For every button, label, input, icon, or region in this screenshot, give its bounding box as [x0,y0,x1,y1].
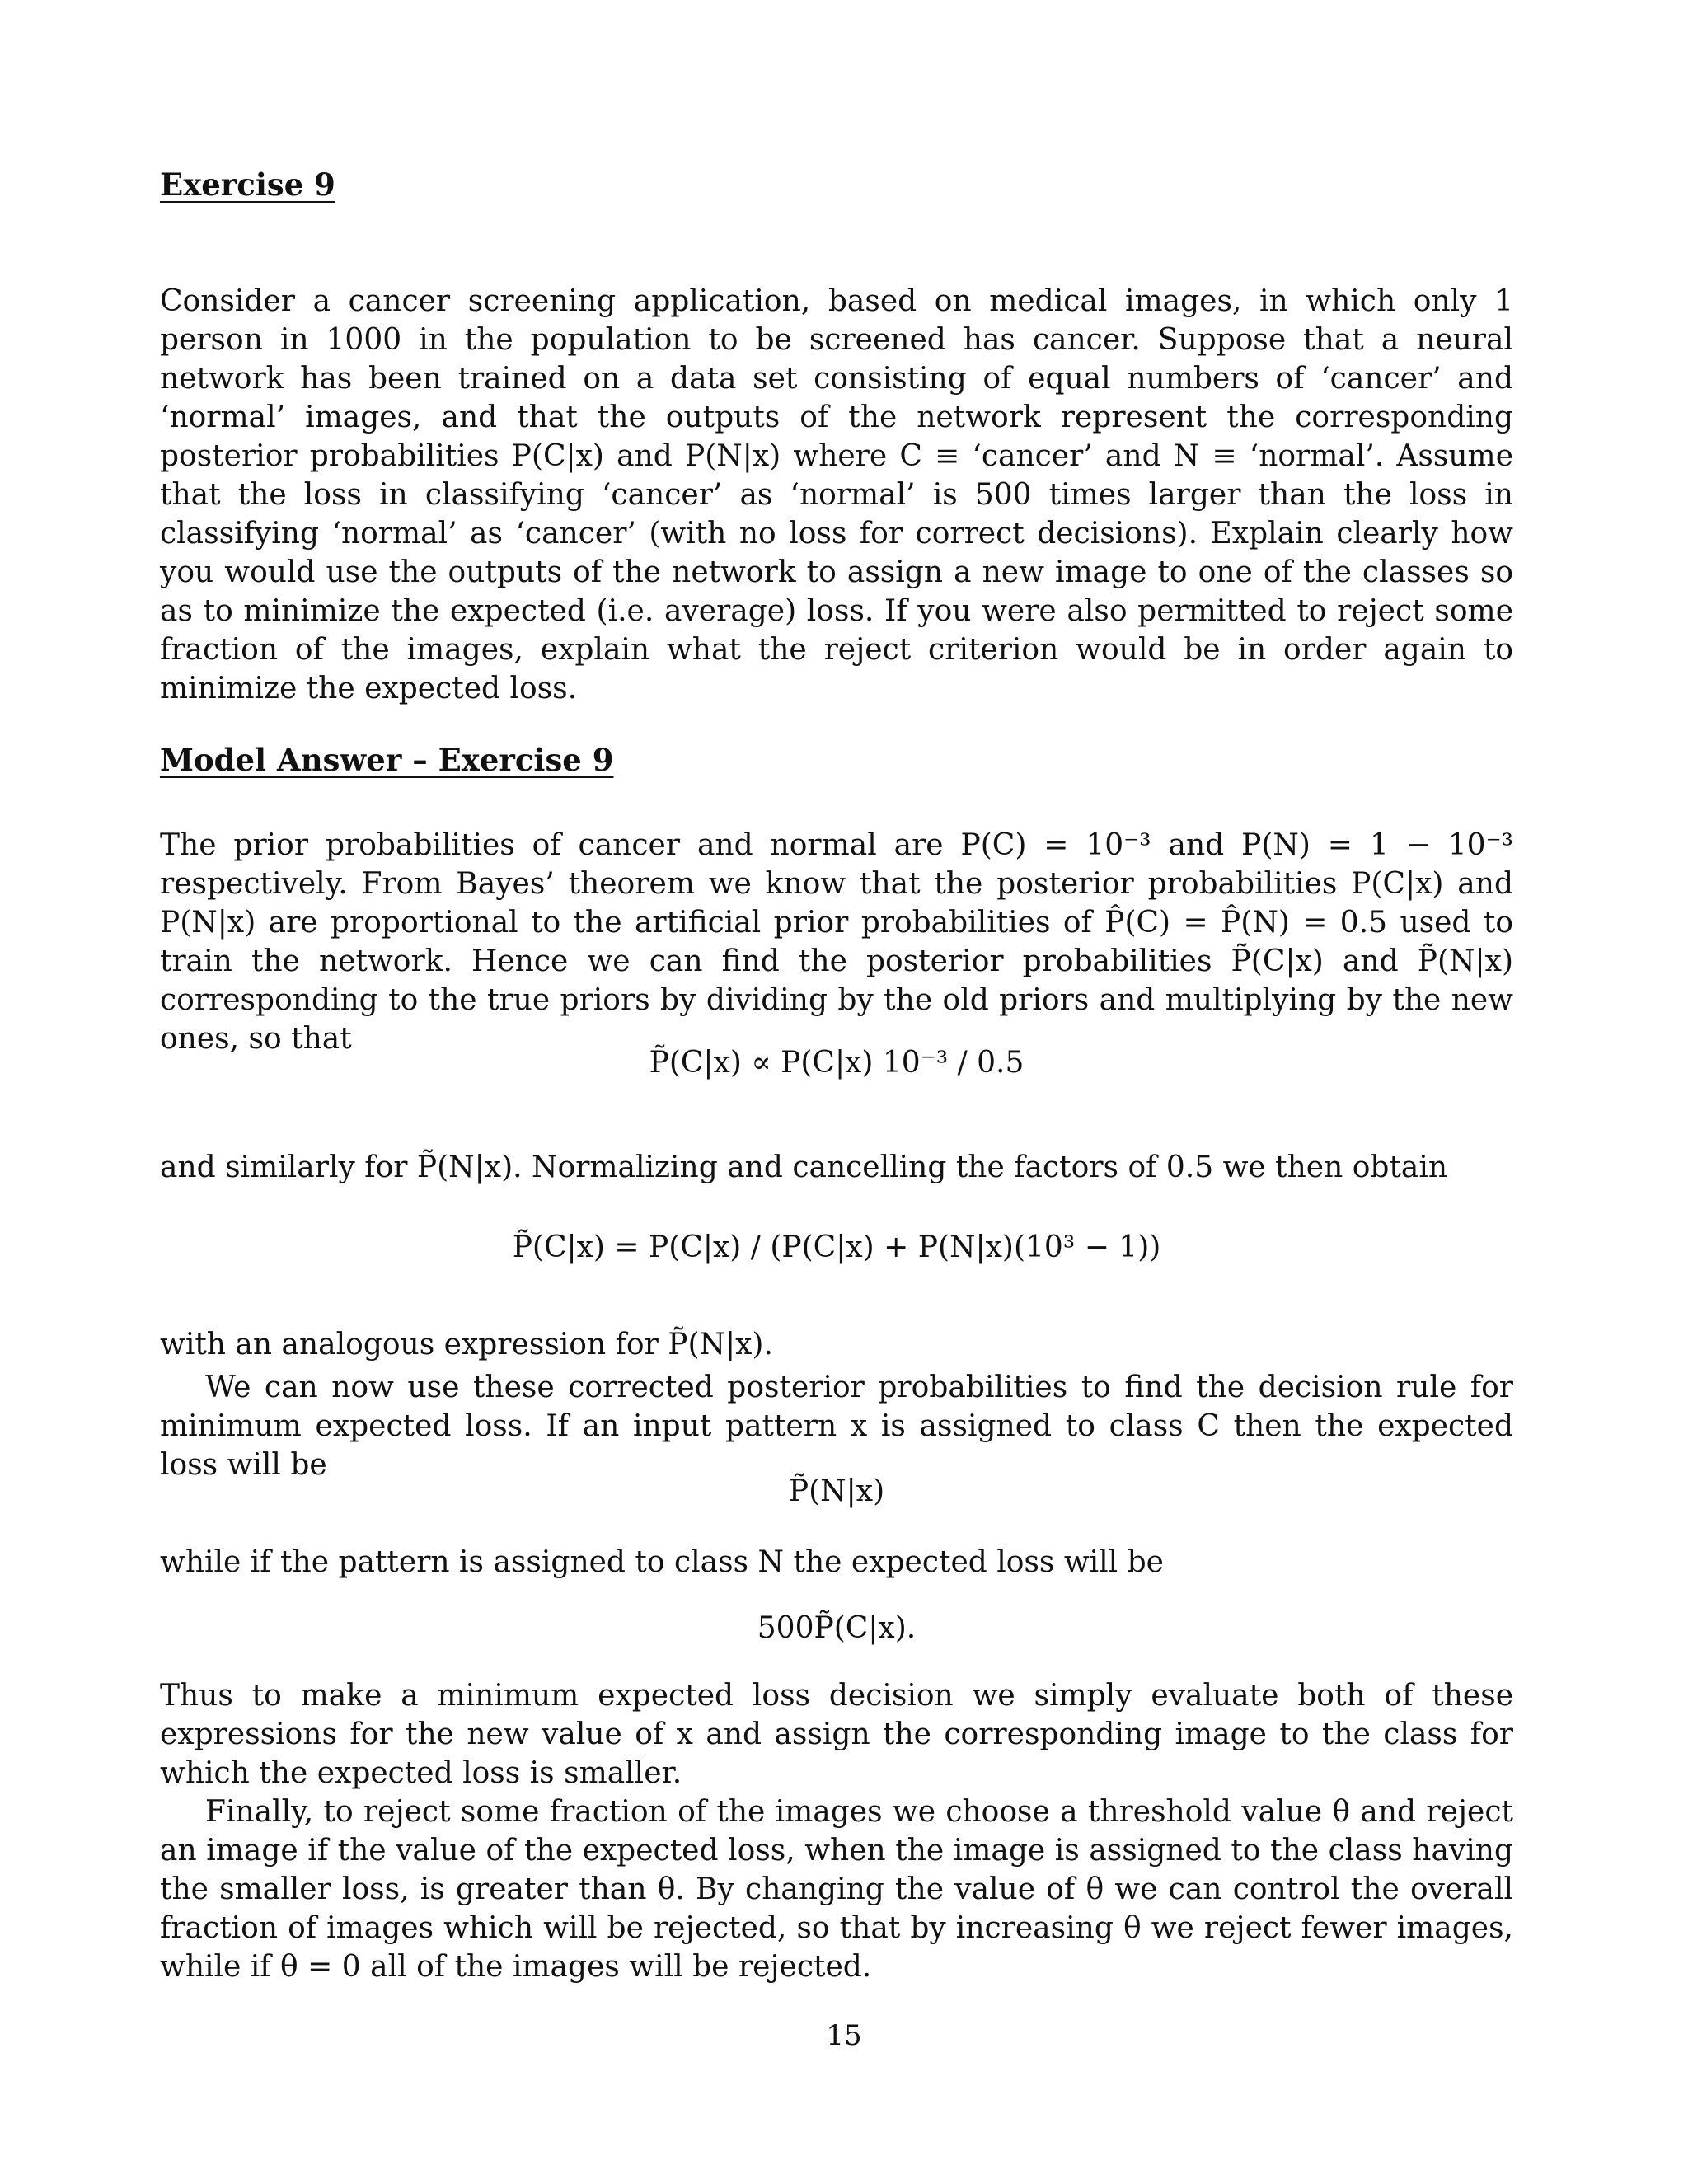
answer-paragraph-4: We can now use these corrected posterior probabilities to find the decision rule for minimum expected loss. If an input pattern x is assigned to class C then the expected loss will be [160,1371,1513,1482]
answer-paragraph-3: with an analogous expression for P̃(N|x). [160,1328,773,1361]
page-number: 15 [826,2019,862,2052]
equation-2: P̃(C|x) = P(C|x) / (P(C|x) + P(N|x)(10³ − 1)) [512,1230,1161,1264]
answer-paragraph-5: while if the pattern is assigned to class N the expected loss will be [160,1545,1164,1579]
equation-3: P̃(N|x) [788,1474,885,1508]
answer-paragraph-2: and similarly for P̃(N|x). Normalizing and cancelling the factors of 0.5 we then obtain [160,1151,1448,1184]
exercise-text: Consider a cancer screening application, based on medical images, in which only 1 person in 1000 in the population to be screened has cancer. Suppose that a neural network has been trained on a data set consisting of equal numbers of ‘cancer’ and ‘normal’ images, and that the outputs of the network represent the corresponding posterior probabilities P(C|x) and P(N|x) where C ≡ ‘cancer’ and N ≡ ‘normal’. Assume that the loss in classifying ‘cancer’ as ‘normal’ is 500 times larger than the loss in classifying ‘normal’ as ‘cancer’ (with no loss for correct decisions). Explain clearly how you would use the outputs of the network to assign a new image to one of the classes so as to minimize the expected (i.e. average) loss. If you were also permitted to reject some fraction of the images, explain what the reject criterion would be in order again to minimize the expected loss. [160,284,1513,705]
answer-paragraph-7: Finally, to reject some fraction of the images we choose a threshold value θ and reject an image if the value of the expected loss, when the image is assigned to the class having the smaller loss, is greater than θ. By changing the value of θ we can control the overall fraction of images which will be rejected, so that by increasing θ we reject fewer images, while if θ = 0 all of the images will be rejected. [160,1795,1513,1984]
equation-1: P̃(C|x) ∝ P(C|x) 10⁻³ / 0.5 [649,1046,1025,1080]
answer-heading: Model Answer – Exercise 9 [160,742,614,778]
answer-paragraph-1: The prior probabilities of cancer and normal are P(C) = 10⁻³ and P(N) = 1 − 10⁻³ respectively. From Bayes’ theorem we know that the posterior probabilities P(C|x) and P(N|x) are proportional to the artificial prior probabilities of P̂(C) = P̂(N) = 0.5 used to train the network. Hence we can find the posterior probabilities P̃(C|x) and P̃(N|x) corresponding to the true priors by dividing by the old priors and multiplying by the new ones, so that [160,828,1513,1056]
exercise-heading: Exercise 9 [160,166,335,203]
equation-4: 500P̃(C|x). [757,1611,917,1645]
answer-paragraph-6: Thus to make a minimum expected loss decision we simply evaluate both of these expressions for the new value of x and assign the corresponding image to the class for which the expected loss is smaller. [160,1679,1513,1790]
